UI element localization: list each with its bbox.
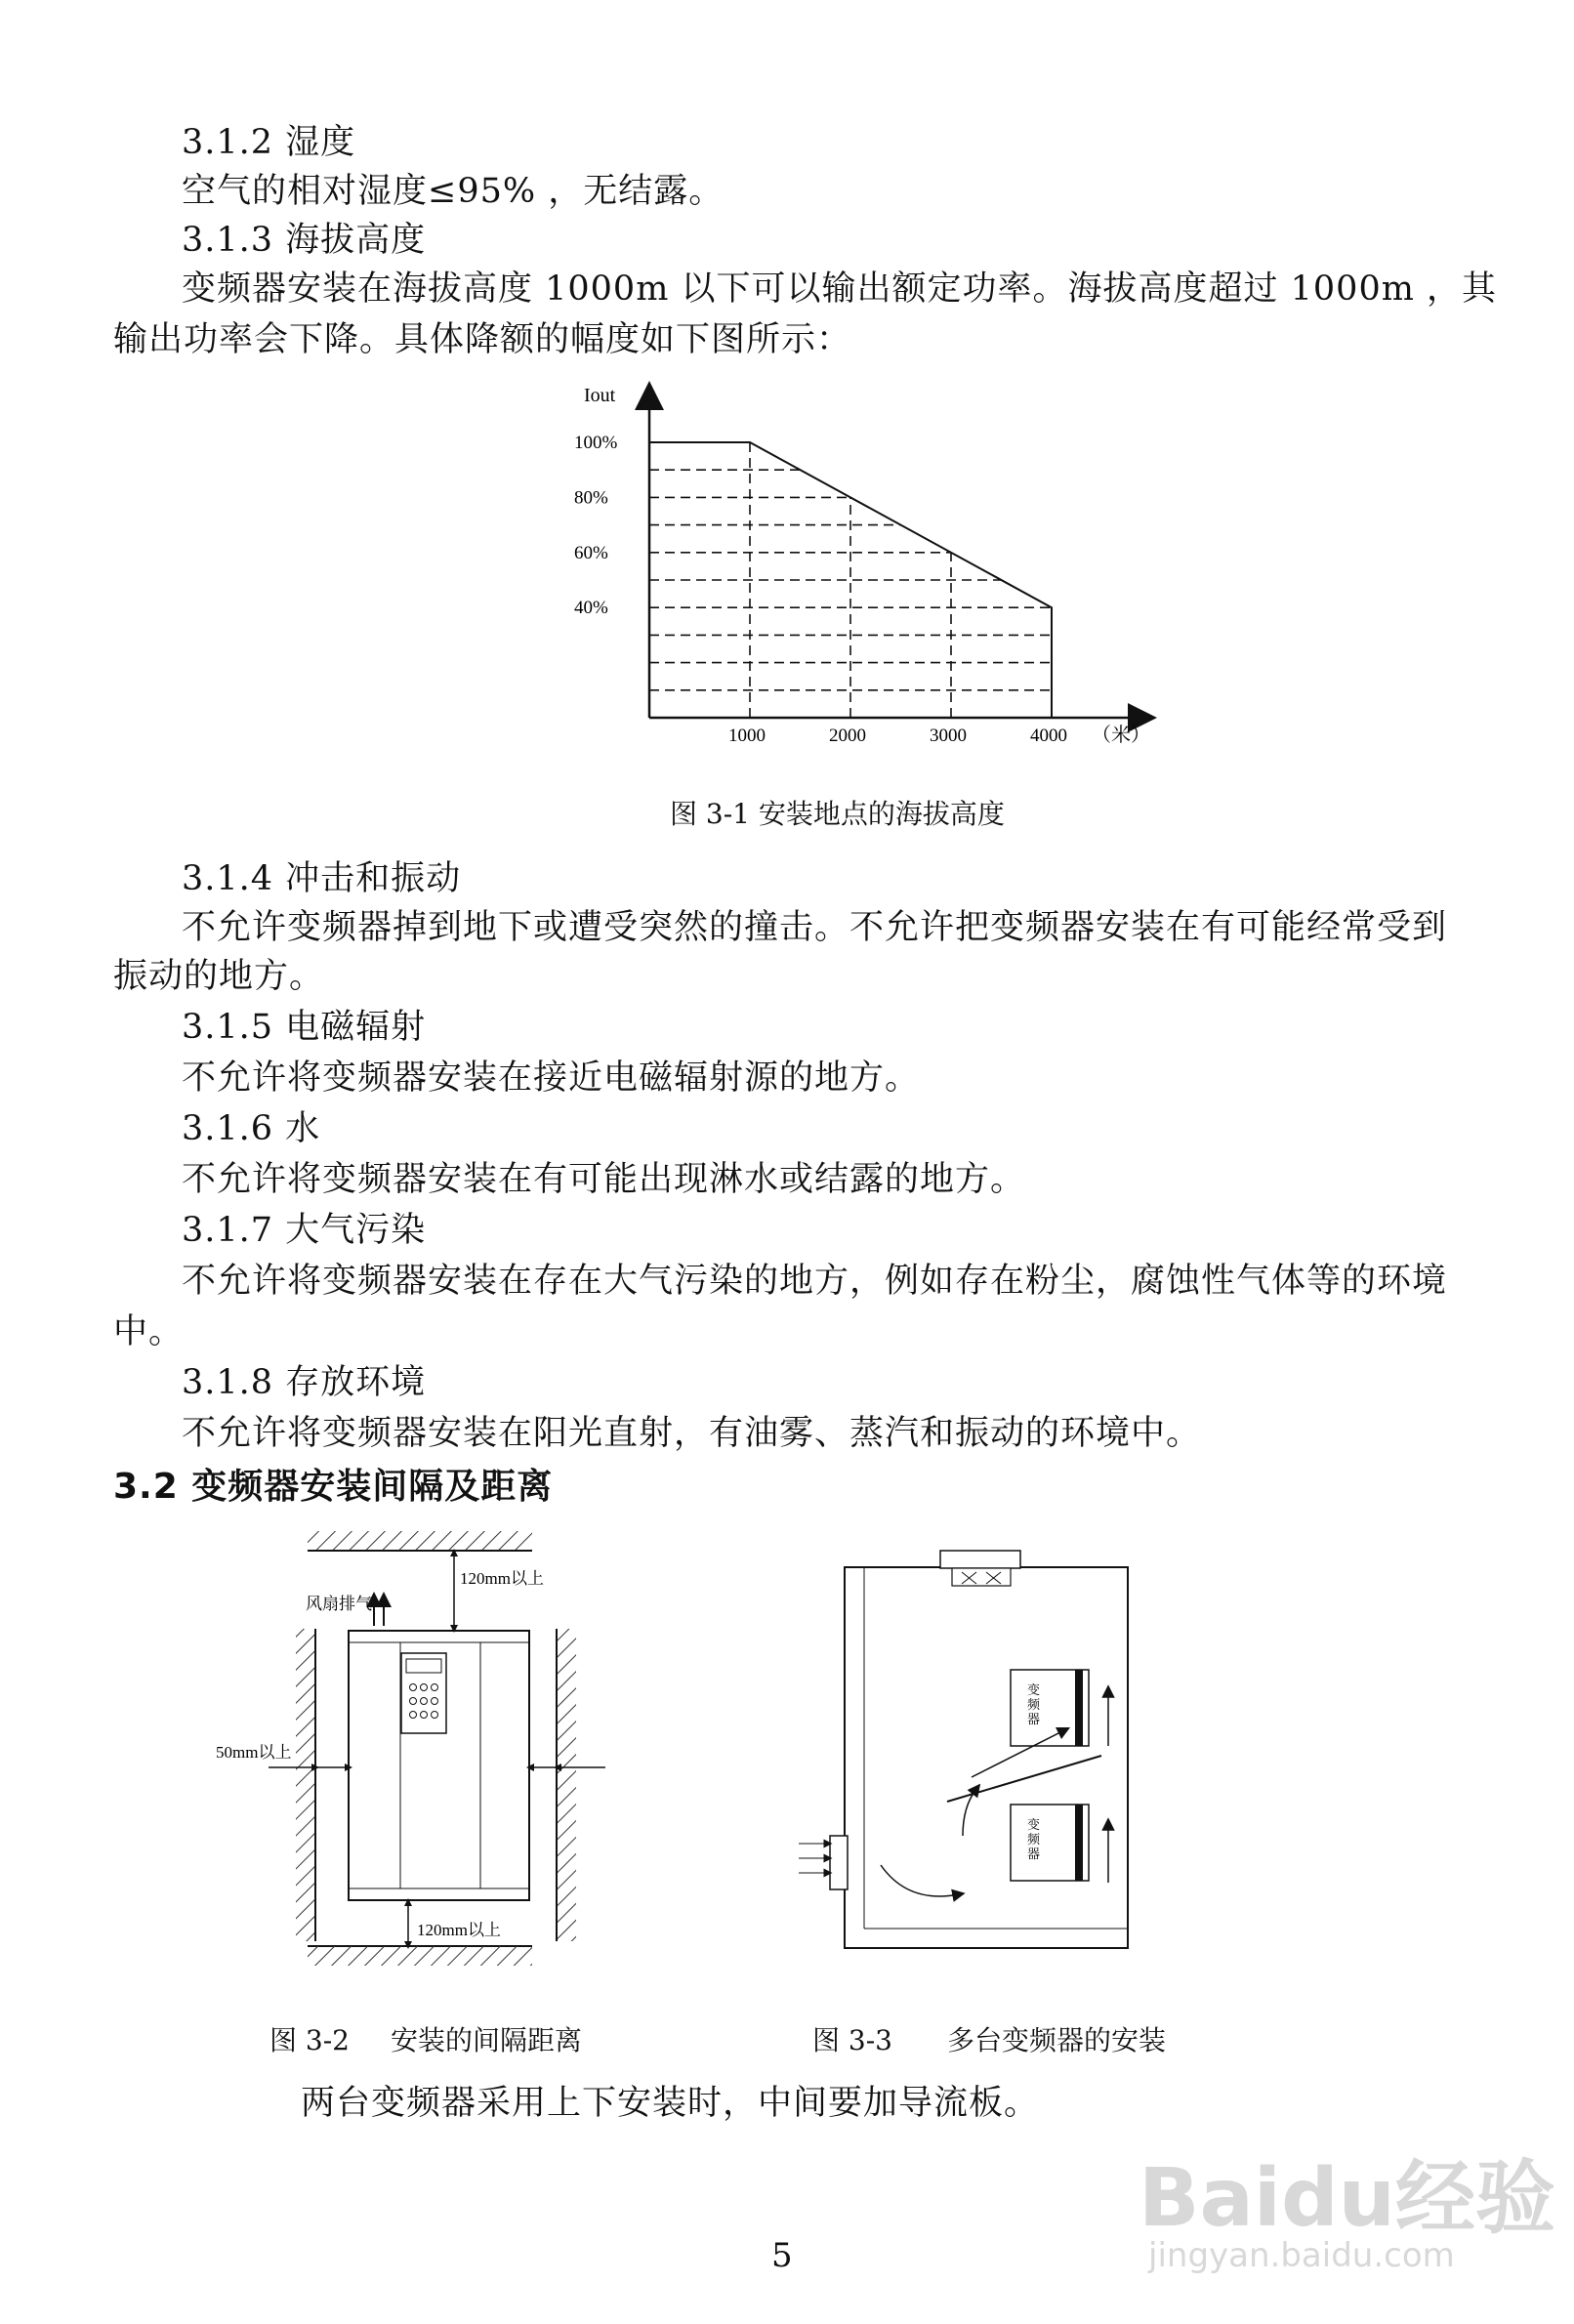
side-clearance-label: 50mm以上 (216, 1743, 292, 1762)
y-tick-label: 80% (574, 487, 608, 509)
section-3-1-8-title: 3.1.8 存放环境 (182, 1363, 427, 1402)
section-3-1-4-title: 3.1.4 冲击和振动 (182, 859, 462, 898)
section-3-1-8-text: 不允许将变频器安装在阳光直射，有油雾、蒸汽和振动的环境中。 (182, 1414, 1202, 1453)
x-tick-label: 4000 (1030, 726, 1067, 746)
watermark-brand: Baidu经验 (1139, 2152, 1556, 2245)
section-3-1-3-text-line2: 输出功率会下降。具体降额的幅度如下图所示： (113, 320, 852, 359)
fan-exhaust-label: 风扇排气 (306, 1595, 372, 1613)
section-3-1-6-title: 3.1.6 水 (182, 1109, 321, 1148)
svg-text:器: 器 (1027, 1712, 1041, 1726)
multi-inverter-diagram (771, 1523, 1162, 1982)
y-axis-label: Iout (584, 385, 616, 406)
top-clearance-label: 120mm以上 (460, 1569, 544, 1588)
section-3-1-3-title: 3.1.3 海拔高度 (182, 221, 427, 260)
section-3-1-7-text-line2: 中。 (113, 1312, 185, 1351)
figure-3-1-caption: 图 3-1 安装地点的海拔高度 (670, 798, 1005, 830)
svg-text:变: 变 (1027, 1682, 1041, 1697)
figure-3-3-caption-text: 多台变频器的安装 (947, 2024, 1167, 2056)
section-3-1-6-text: 不允许将变频器安装在有可能出现淋水或结露的地方。 (182, 1160, 1026, 1199)
y-tick-label: 40% (574, 598, 608, 619)
svg-text:变: 变 (1027, 1817, 1041, 1832)
y-tick-labels (574, 433, 618, 618)
x-tick-label: 3000 (930, 726, 967, 746)
figure-3-3-caption-num: 图 3-3 (812, 2024, 892, 2056)
keypad-display (406, 1659, 441, 1673)
svg-text:频: 频 (1027, 1697, 1041, 1712)
closing-text: 两台变频器采用上下安装时，中间要加导流板。 (301, 2084, 1040, 2123)
figure-3-2-caption-num: 图 3-2 (269, 2024, 350, 2056)
section-3-2-title: 3.2 变频器安装间隔及距离 (113, 1467, 554, 1507)
left-wall-hatch (296, 1629, 315, 1941)
cabinet-outline (845, 1567, 1128, 1948)
guide-plate (947, 1756, 1101, 1802)
section-3-1-4-text-line2: 振动的地方。 (113, 957, 325, 996)
section-3-1-5-title: 3.1.5 电磁辐射 (182, 1008, 427, 1047)
x-axis-unit: （米） (1092, 725, 1150, 746)
svg-text:频: 频 (1027, 1832, 1041, 1847)
top-wall-hatch (308, 1531, 532, 1551)
svg-text:器: 器 (1027, 1847, 1041, 1861)
section-3-1-2-text: 空气的相对湿度≤95% ，无结露。 (182, 172, 725, 211)
section-3-1-5-text: 不允许将变频器安装在接近电磁辐射源的地方。 (182, 1058, 921, 1098)
altitude-derating-chart (566, 376, 1172, 762)
section-3-1-4-text-line1: 不允许变频器掉到地下或遭受突然的撞击。不允许把变频器安装在有可能经常受到 (182, 908, 1448, 947)
clearance-diagram (210, 1523, 610, 1982)
x-tick-label: 2000 (829, 726, 866, 746)
x-tick-labels (728, 726, 1067, 746)
section-3-1-3-text-line1: 变频器安装在海拔高度 1000m 以下可以输出额定功率。海拔高度超过 1000m ，其 (182, 270, 1498, 309)
top-fan-housing (940, 1551, 1020, 1568)
intake-vent (830, 1836, 848, 1889)
watermark-url: jingyan.baidu.com (1148, 2236, 1455, 2275)
bottom-wall-hatch (308, 1946, 532, 1966)
right-wall-hatch (557, 1629, 576, 1941)
derating-curve (649, 442, 1052, 718)
x-tick-label: 1000 (728, 726, 766, 746)
y-tick-label: 60% (574, 542, 608, 563)
figure-3-2-caption-text: 安装的间隔距离 (391, 2024, 583, 2056)
section-3-1-2-title: 3.1.2 湿度 (182, 123, 356, 162)
page-number: 5 (771, 2236, 793, 2275)
bottom-clearance-label: 120mm以上 (417, 1921, 501, 1939)
section-3-1-7-text-line1: 不允许将变频器安装在存在大气污染的地方，例如存在粉尘，腐蚀性气体等的环境 (182, 1262, 1448, 1301)
section-3-1-7-title: 3.1.7 大气污染 (182, 1211, 427, 1250)
y-tick-label: 100% (574, 433, 618, 453)
chart-grid (649, 442, 1052, 718)
